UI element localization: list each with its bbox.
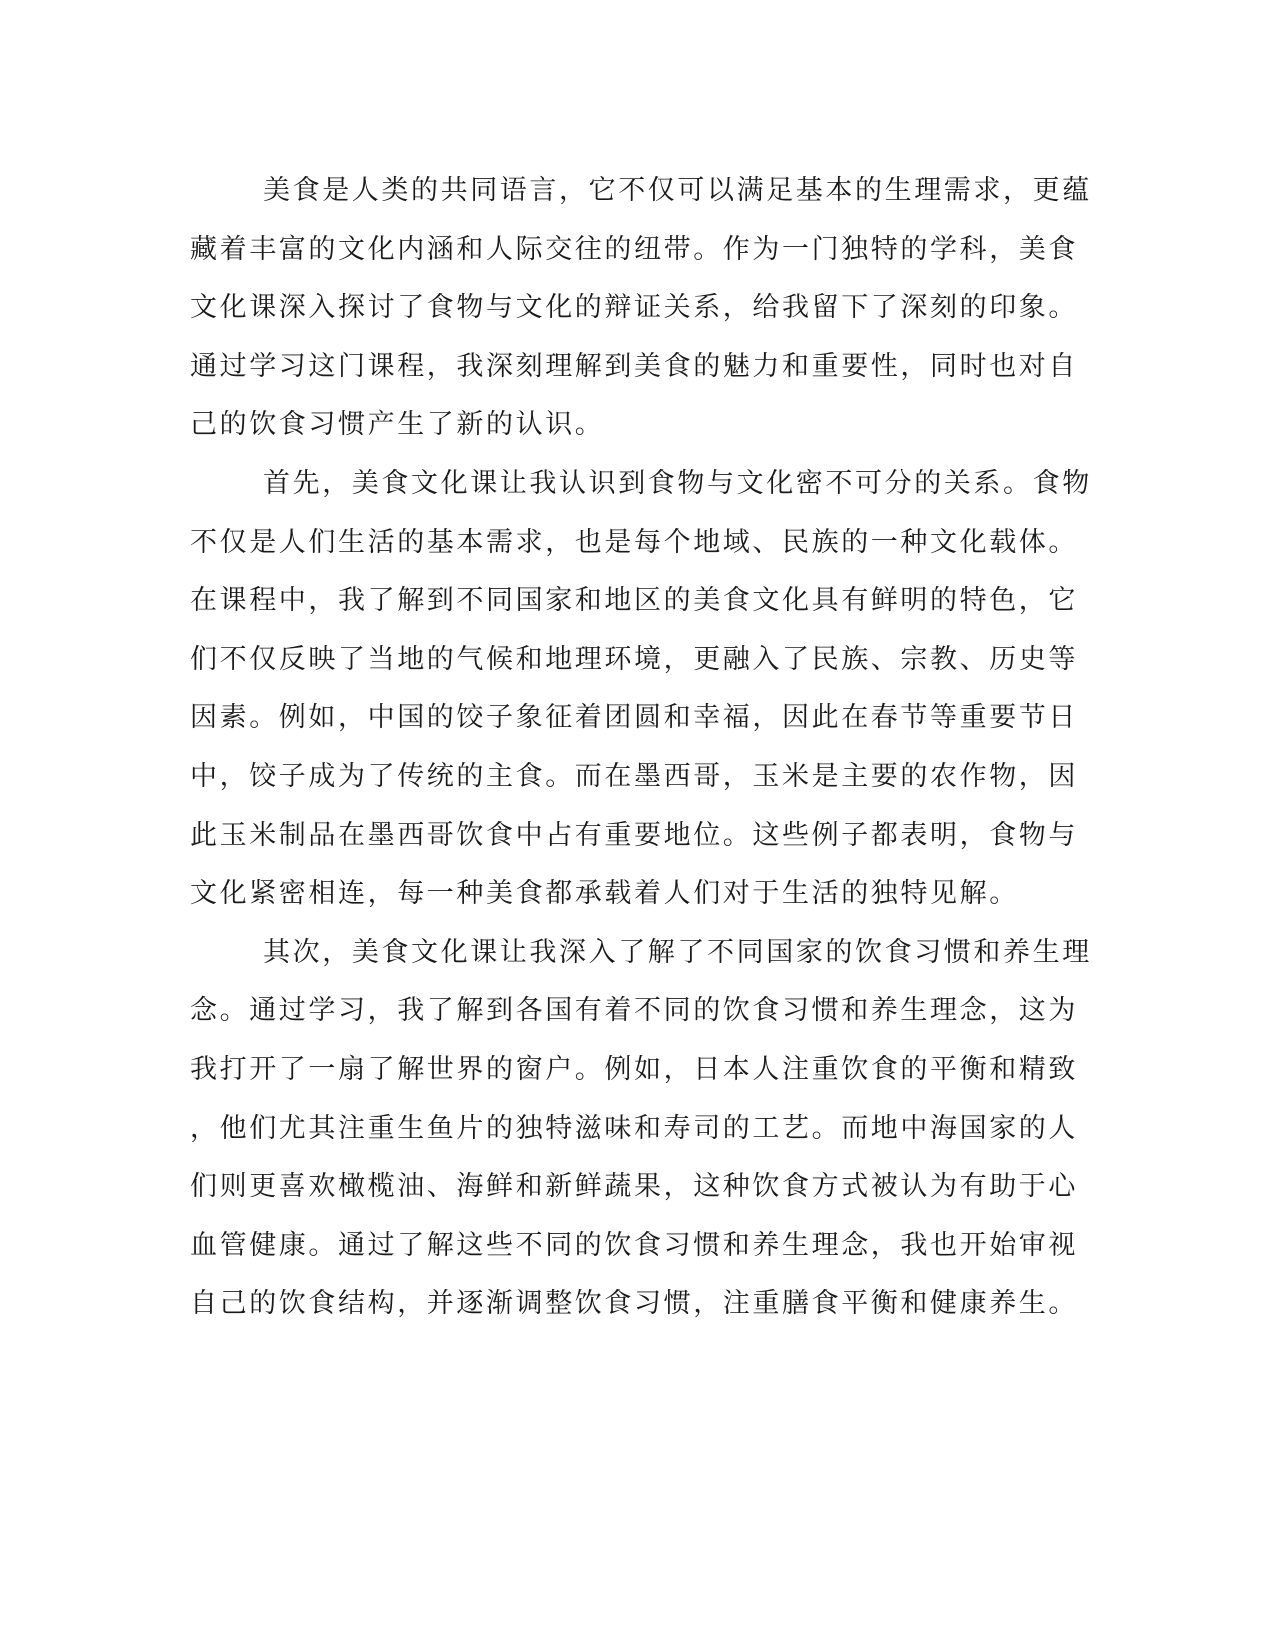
text-line: ，他们尤其注重生鱼片的独特滋味和寿司的工艺。而地中海国家的人 <box>190 1112 1078 1144</box>
text-line: 们不仅反映了当地的气候和地理环境，更融入了民族、宗教、历史等 <box>190 643 1078 675</box>
text-line: 美食是人类的共同语言，它不仅可以满足基本的生理需求，更蕴 <box>263 175 1092 206</box>
text-line: 们则更喜欢橄榄油、海鲜和新鲜蔬果，这种饮食方式被认为有助于心 <box>190 1171 1078 1203</box>
text-line: 因素。例如，中国的饺子象征着团圆和幸福，因此在春节等重要节日 <box>190 702 1078 734</box>
paragraph-intro <box>190 162 1092 455</box>
text-line: 藏着丰富的文化内涵和人际交往的纽带。作为一门独特的学科，美食 <box>190 233 1078 265</box>
text-line: 念。通过学习，我了解到各国有着不同的饮食习惯和养生理念，这为 <box>190 995 1078 1027</box>
paragraph-second-point <box>190 924 1092 1334</box>
text-line: 首先，美食文化课让我认识到食物与文化密不可分的关系。食物 <box>263 467 1092 499</box>
text-line: 中，饺子成为了传统的主食。而在墨西哥，玉米是主要的农作物，因 <box>190 760 1078 792</box>
text-line: 在课程中，我了解到不同国家和地区的美食文化具有鲜明的特色，它 <box>190 585 1078 617</box>
paragraph-first-point <box>190 455 1092 924</box>
text-line: 其次，美食文化课让我深入了解了不同国家的饮食习惯和养生理 <box>263 936 1092 968</box>
text-line: 此玉米制品在墨西哥饮食中占有重要地位。这些例子都表明，食物与 <box>190 819 1078 851</box>
text-line: 我打开了一扇了解世界的窗户。例如，日本人注重饮食的平衡和精致 <box>190 1053 1078 1085</box>
text-line: 通过学习这门课程，我深刻理解到美食的魅力和重要性，同时也对自 <box>190 350 1078 382</box>
text-line: 不仅是人们生活的基本需求，也是每个地域、民族的一种文化载体。 <box>190 526 1078 558</box>
text-line: 自己的饮食结构，并逐渐调整饮食习惯，注重膳食平衡和健康养生。 <box>190 1288 1078 1320</box>
text-line: 文化课深入探讨了食物与文化的辩证关系，给我留下了深刻的印象。 <box>190 292 1078 324</box>
text-line: 己的饮食习惯产生了新的认识。 <box>190 409 605 441</box>
text-line: 血管健康。通过了解这些不同的饮食习惯和养生理念，我也开始审视 <box>190 1229 1078 1261</box>
document-body <box>190 162 1092 1334</box>
text-line: 文化紧密相连，每一种美食都承载着人们对于生活的独特见解。 <box>190 878 1019 910</box>
